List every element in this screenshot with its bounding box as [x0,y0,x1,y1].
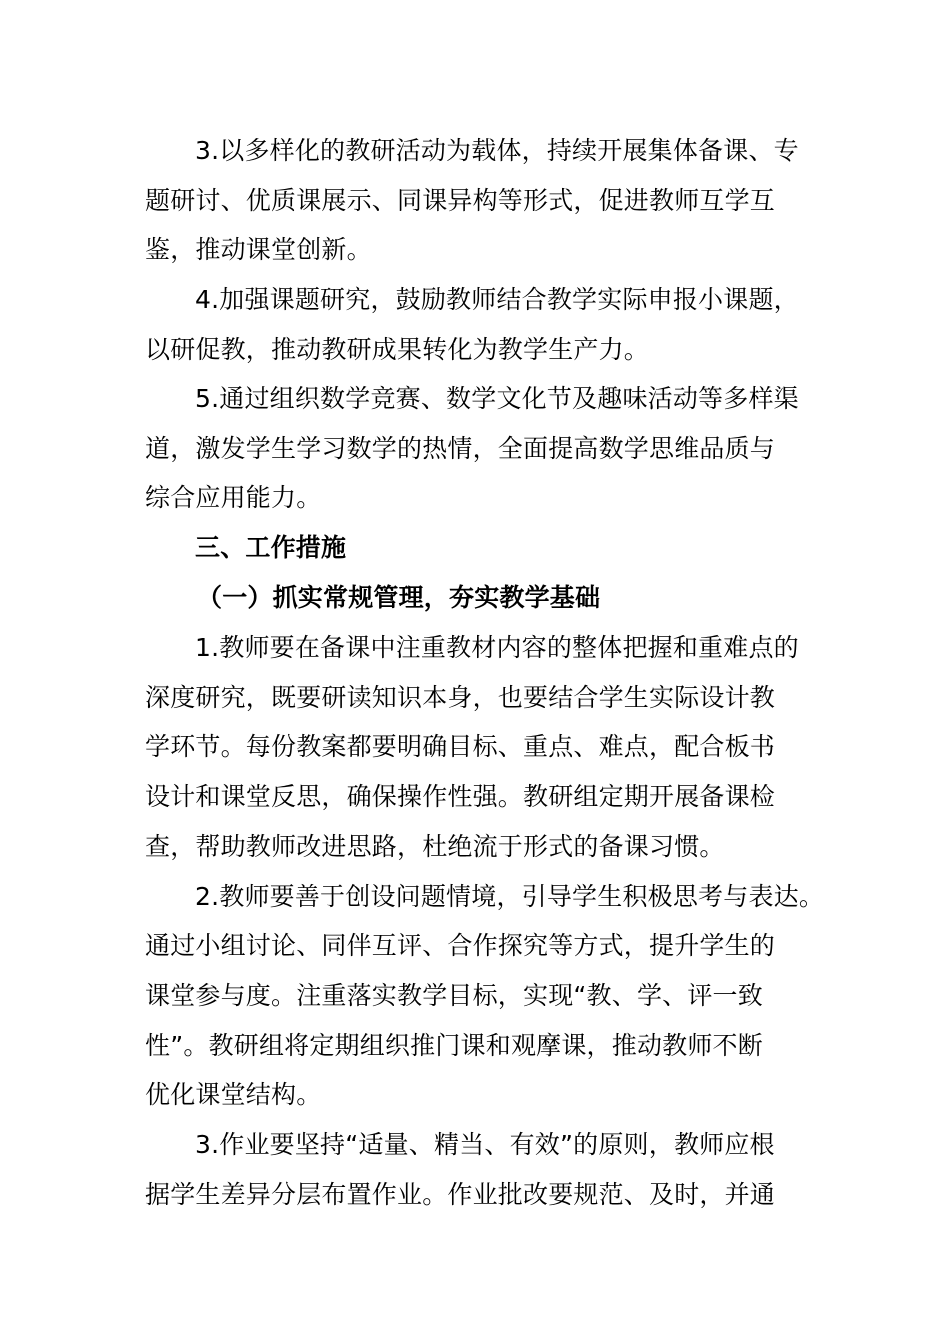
paragraph-line: 3.作业要坚持“适量、精当、有效”的原则，教师应根 [195,1130,775,1159]
paragraph-line: 2.教师要善于创设问题情境，引导学生积极思考与表达。 [195,882,825,911]
paragraph-line: 3.以多样化的教研活动为载体，持续开展集体备课、专 [195,136,799,165]
paragraph-line: 题研讨、优质课展示、同课异构等形式，促进教师互学互 [145,186,776,215]
paragraph-line: 鉴，推动课堂创新。 [145,235,372,264]
paragraph-line: 查，帮助教师改进思路，杜绝流于形式的备课习惯。 [145,832,725,861]
paragraph-line: 1.教师要在备课中注重教材内容的整体把握和重难点的 [195,633,799,662]
paragraph-line: 据学生差异分层布置作业。作业批改要规范、及时，并通 [145,1180,776,1209]
paragraph-line: 设计和课堂反思，确保操作性强。教研组定期开展备课检 [145,782,776,811]
paragraph-line: 5.通过组织数学竞赛、数学文化节及趣味活动等多样渠 [195,384,799,413]
section-heading: 三、工作措施 [195,533,347,562]
subsection-heading: （一）抓实常规管理，夯实教学基础 [197,583,601,612]
paragraph-line: 综合应用能力。 [145,483,322,512]
paragraph-line: 优化课堂结构。 [145,1080,322,1109]
paragraph-line: 道，激发学生学习数学的热情，全面提高数学思维品质与 [145,434,776,463]
paragraph-line: 深度研究，既要研读知识本身，也要结合学生实际设计教 [145,683,776,712]
paragraph-line: 以研促教，推动教研成果转化为教学生产力。 [145,335,650,364]
paragraph-line: 4.加强课题研究，鼓励教师结合教学实际申报小课题， [195,285,799,314]
paragraph-line: 学环节。每份教案都要明确目标、重点、难点，配合板书 [145,732,776,761]
paragraph-line: 课堂参与度。注重落实教学目标，实现“教、学、评一致 [145,981,763,1010]
paragraph-line: 通过小组讨论、同伴互评、合作探究等方式，提升学生的 [145,931,776,960]
paragraph-line: 性”。教研组将定期组织推门课和观摩课，推动教师不断 [145,1031,763,1060]
